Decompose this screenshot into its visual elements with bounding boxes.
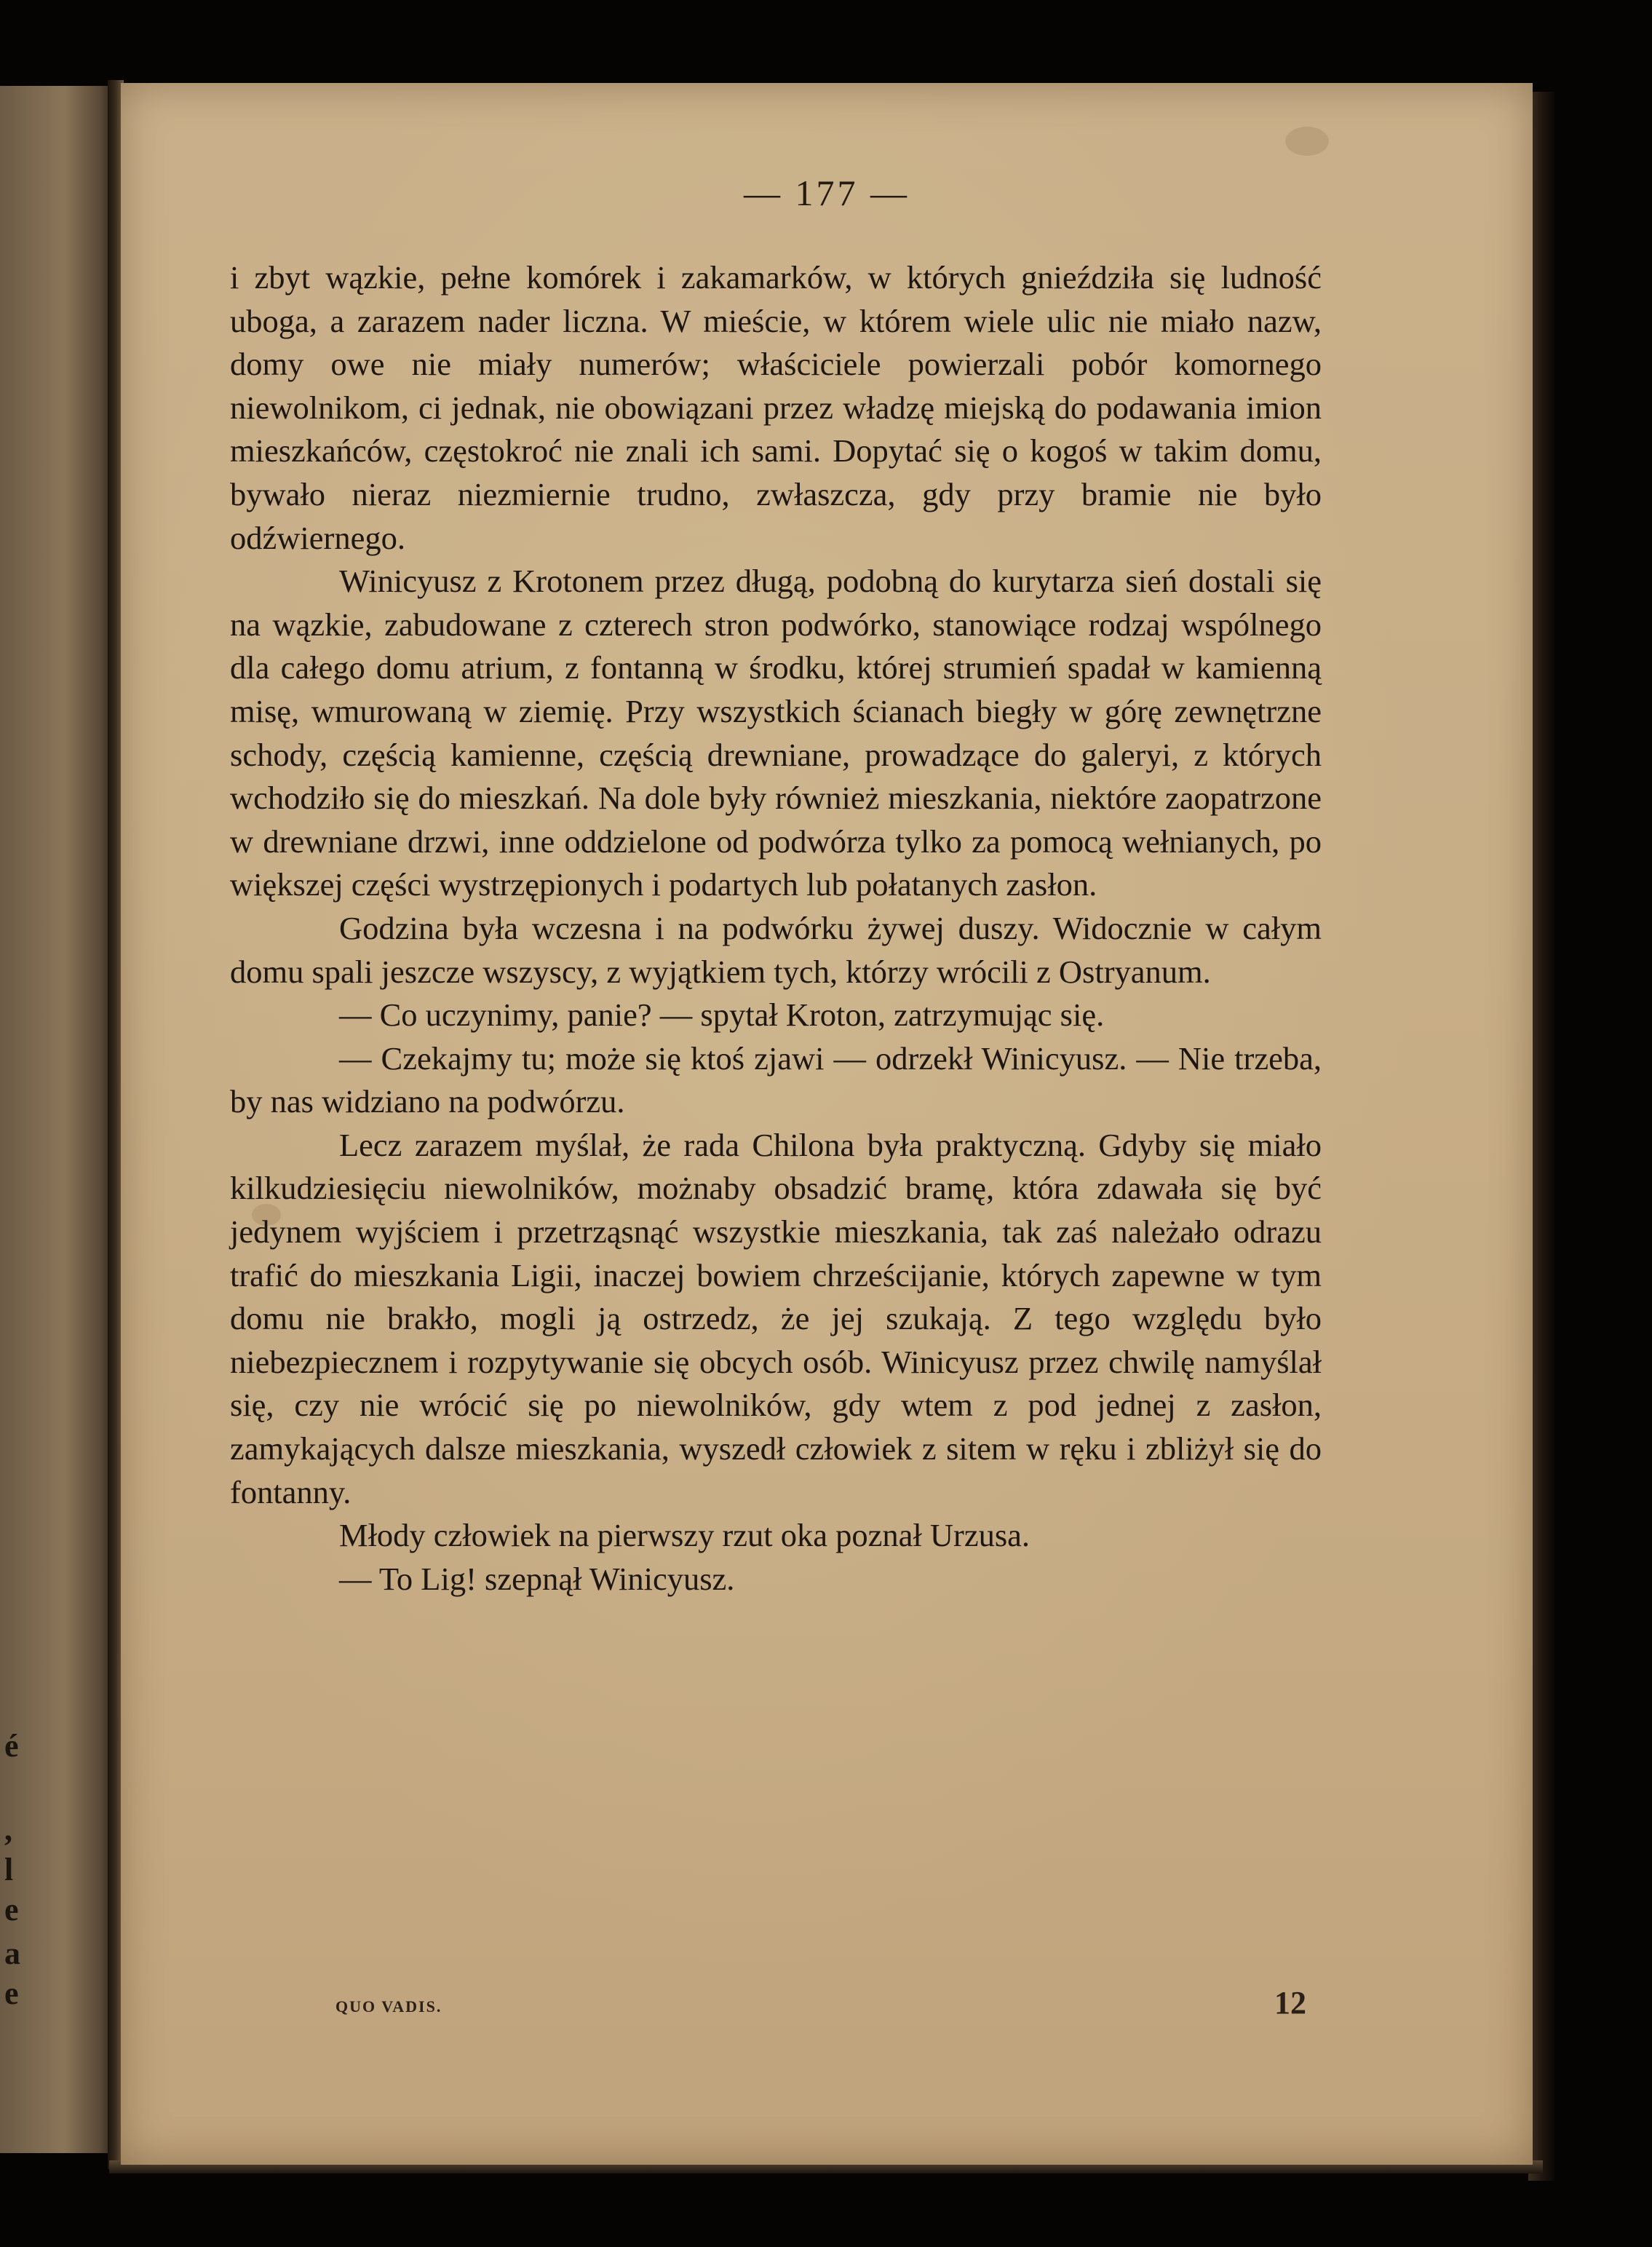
edge-char: l bbox=[4, 1852, 14, 1887]
edge-char: e bbox=[4, 1975, 19, 2011]
edge-char: e bbox=[4, 1892, 19, 1927]
edge-char: , bbox=[4, 1812, 12, 1847]
paragraph: Młody człowiek na pierwszy rzut oka poznał Urzusa. bbox=[339, 1517, 1030, 1554]
edge-char: é bbox=[4, 1728, 19, 1764]
paragraph: Winicyusz z Krotonem przez długą, podobną do kurytarza sień dostali się na wązkie, zabudowane z czterech stron podwórko, stanowiące rodzaj wspólnego dla całego domu atrium, z fontanną w środku, której strumień spadał w kamienną misę, wmurowaną w ziemię. Przy wszystkich ścianach biegły w górę zewnętrzne schody, częścią kamienne, częścią drewniane, prowadzące do galeryi, z których wchodziło się do mieszkań. Na dole były również mieszkania, niektóre zaopatrzone w drewniane drzwi, inne oddzielone od podwórza tylko za pomocą wełnianych, po większej części wystrzępionych i podartych lub połatanych zasłon. bbox=[230, 563, 1322, 903]
edge-char: a bbox=[4, 1935, 20, 1971]
book-page bbox=[121, 83, 1533, 2165]
paper-stain bbox=[1285, 127, 1329, 156]
paragraph: — Czekajmy tu; może się ktoś zjawi — odrzekł Winicyusz. — Nie trzeba, by nas widziano na podwórzu. bbox=[230, 1039, 1322, 1120]
paragraph: Lecz zarazem myślał, że rada Chilona była praktyczną. Gdyby się miało kilkudziesięciu niewolników, możnaby obsadzić bramę, która zdawała się być jedynem wyjściem i przetrząsnąć wszystkie mieszkania, tak zaś należało odrazu trafić do mieszkania Ligii, inaczej bowiem chrześcijanie, których zapewne w tym domu nie brakło, mogli ją ostrzedz, że jej szukają. Z tego względu było niebezpiecznem i rozpytywanie się obcych osób. Winicyusz przez chwilę namyślał się, czy nie wrócić się po niewolników, gdy wtem z pod jednej z zasłon, zamykających dalsze mieszkania, wyszedł człowiek z sitem w ręku i zbliżył się do fontanny. bbox=[230, 1126, 1322, 1510]
paragraph: — Co uczynimy, panie? — spytał Kroton, zatrzymując się. bbox=[339, 996, 1105, 1034]
page-footer bbox=[335, 1983, 1427, 2026]
page-body-text bbox=[230, 256, 1322, 1601]
page-number-header: — 177 — bbox=[744, 173, 910, 213]
signature-number: 12 bbox=[1274, 1985, 1306, 2021]
paragraph: i zbyt wązkie, pełne komórek i zakamarków, w których gnieździła się ludność uboga, a zarazem nader liczna. W mieście, w którem wiele ulic nie miało nazw, domy owe nie miały numerów; właściciele powierzali pobór komornego niewolnikom, ci jednak, nie obowiązani przez władzę miejską do podawania imion mieszkańców, częstokroć nie znali ich sami. Dopytać się o kogoś w takim domu, bywało nieraz niezmiernie trudno, zwłaszcza, gdy przy bramie nie było odźwiernego. bbox=[230, 259, 1322, 556]
left-page-text-fragments bbox=[0, 86, 29, 2153]
paragraph: Godzina była wczesna i na podwórku żywej duszy. Widocznie w całym domu spali jeszcze wszyscy, z wyjątkiem tych, którzy wrócili z Ostryanum. bbox=[230, 909, 1322, 990]
left-page-edge bbox=[0, 86, 116, 2153]
signature-title: QUO VADIS. bbox=[335, 1997, 442, 2016]
paragraph: — To Lig! szepnął Winicyusz. bbox=[339, 1560, 735, 1597]
